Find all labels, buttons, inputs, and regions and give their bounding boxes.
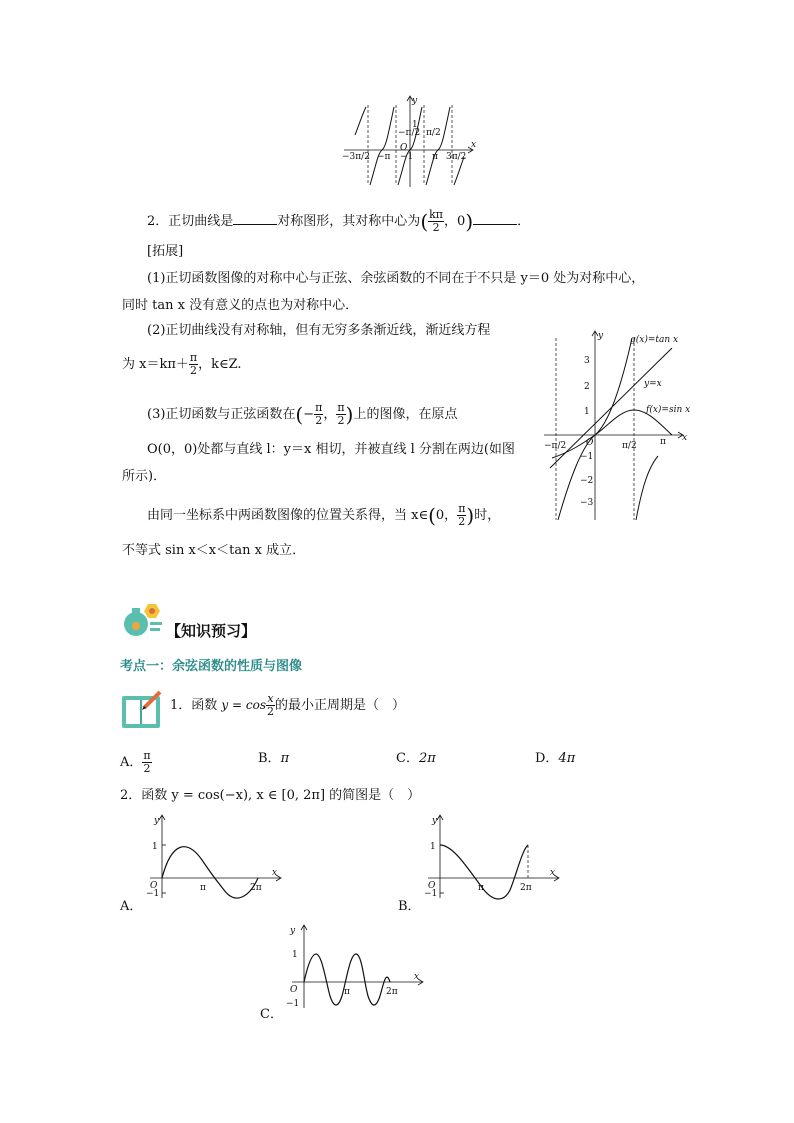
ext-p1-line2: 同时 tan x 没有意义的点也为对称中心． — [122, 298, 359, 313]
q2-option-a-label[interactable]: A． — [120, 899, 143, 914]
topic-1-title: 考点一：余弦函数的性质与图像 — [120, 659, 303, 674]
tan-neg-one-label: −1 — [400, 152, 414, 162]
svg-text:π: π — [200, 883, 206, 893]
yx-label: y=x — [644, 379, 662, 389]
q1-option-c[interactable]: C．2π — [396, 751, 436, 766]
svg-text:1: 1 — [152, 842, 158, 852]
svg-text:y: y — [432, 816, 438, 826]
book-pencil-icon — [120, 690, 166, 732]
svg-text:3: 3 — [584, 356, 590, 366]
svg-text:2: 2 — [584, 382, 590, 392]
q2-option-c-label[interactable]: C． — [260, 1007, 283, 1022]
svg-text:−1: −1 — [424, 889, 438, 899]
svg-text:−1: −1 — [146, 889, 160, 899]
svg-text:π/2: π/2 — [622, 441, 637, 451]
q1-option-b[interactable]: B．π — [258, 751, 290, 766]
svg-text:π: π — [478, 883, 484, 893]
q2-graph-b[interactable] — [418, 810, 568, 905]
center-fraction: $\frac{k\pi}{2}$ — [429, 208, 444, 234]
svg-text:−2: −2 — [580, 476, 594, 486]
ext-p2-line1: (2)正切曲线没有对称轴，但有无穷多条渐近线，渐近线方程 — [147, 323, 491, 338]
ext-p3-line3: 所示)． — [122, 469, 167, 484]
tan-one-label: 1 — [412, 120, 418, 130]
answer-blank-2[interactable] — [473, 212, 517, 225]
svg-text:2π: 2π — [250, 883, 262, 893]
q1-stem: 1．函数 y = cos $\frac{x}{2}$ 的最小正周期是（ ） — [170, 692, 406, 718]
f-label: f(x)=sin x — [646, 405, 691, 415]
tan-neg-half-pi-label: −π/2 — [398, 128, 421, 138]
tan-x-label: x — [471, 140, 477, 150]
tan-pi-label: π — [432, 152, 438, 162]
svg-text:1: 1 — [584, 407, 590, 417]
svg-text:1: 1 — [292, 950, 298, 960]
q2-graph-a[interactable] — [140, 810, 290, 905]
tan-y-label: y — [412, 96, 418, 106]
svg-text:x: x — [682, 433, 688, 443]
tangent-graph — [340, 95, 480, 190]
svg-text:x: x — [414, 972, 420, 982]
tan-origin-label: O — [400, 143, 408, 153]
svg-text:−3: −3 — [580, 498, 594, 508]
svg-text:−1: −1 — [580, 452, 594, 462]
q1-option-a[interactable]: A． $\frac{\pi}{2}$ — [120, 749, 151, 775]
q2-stem: 2．函数 y = cos(−x), x ∈ [0, 2π] 的简图是（ ） — [120, 788, 421, 803]
svg-text:1: 1 — [430, 842, 436, 852]
extension-label: [拓展] — [147, 244, 184, 259]
svg-text:y: y — [290, 926, 296, 936]
svg-text:y: y — [154, 816, 160, 826]
svg-text:−π/2: −π/2 — [544, 441, 567, 451]
q2-graph-c[interactable] — [282, 920, 432, 1015]
ext-p3-line2: O(0，0)处都与直线 l：y＝x 相切，并被直线 l 分割在两边(如图 — [147, 442, 515, 457]
preview-title: 【知识预习】 — [166, 622, 257, 640]
ext-p5-line: 不等式 sin x＜x＜tan x 成立． — [122, 543, 306, 558]
ext-p3-line1: (3)正切函数与正弦函数在(− $\frac{\pi}{2}$ ， $\frac{\pi}{2}$ )上的图像，在原点 — [147, 401, 458, 427]
tan-neg-pi-label: −π — [377, 152, 391, 162]
q1-option-d[interactable]: D．4π — [535, 751, 576, 766]
svg-text:O: O — [290, 985, 298, 995]
svg-text:−1: −1 — [286, 999, 300, 1009]
ext-p2-line2: 为 x＝kπ＋ $\frac{\pi}{2}$ ，k∈Z. — [122, 351, 242, 377]
svg-text:x: x — [272, 868, 278, 878]
tan-half-pi-label: π/2 — [426, 128, 441, 138]
svg-text:2π: 2π — [520, 883, 532, 893]
svg-text:O: O — [150, 881, 158, 891]
svg-text:x: x — [550, 868, 556, 878]
svg-text:O: O — [428, 881, 436, 891]
svg-text:O: O — [586, 438, 594, 448]
item-2-line: 2．正切曲线是 对称图形，其对称中心为( $\frac{k\pi}{2}$ ，0) ． — [147, 208, 531, 234]
q2-option-b-label[interactable]: B． — [398, 899, 421, 914]
tan-neg-three-half-pi-label: −3π/2 — [342, 152, 370, 162]
svg-text:π: π — [344, 987, 350, 997]
answer-blank-1[interactable] — [233, 212, 277, 225]
tan-three-half-pi-label: 3π/2 — [446, 152, 467, 162]
svg-text:π: π — [660, 437, 666, 447]
svg-text:y: y — [598, 331, 604, 341]
flask-icon — [122, 600, 164, 638]
ext-p1-line1: (1)正切函数图像的对称中心与正弦、余弦函数的不同在于不只是 y＝0 处为对称中心， — [147, 271, 645, 286]
tan-sin-compare-graph — [542, 328, 692, 523]
ext-p4-line: 由同一坐标系中两函数图像的位置关系得，当 x∈(0， $\frac{\pi}{2}$ )时， — [147, 502, 501, 528]
g-label: g(x)=tan x — [630, 335, 679, 345]
svg-text:2π: 2π — [386, 987, 398, 997]
